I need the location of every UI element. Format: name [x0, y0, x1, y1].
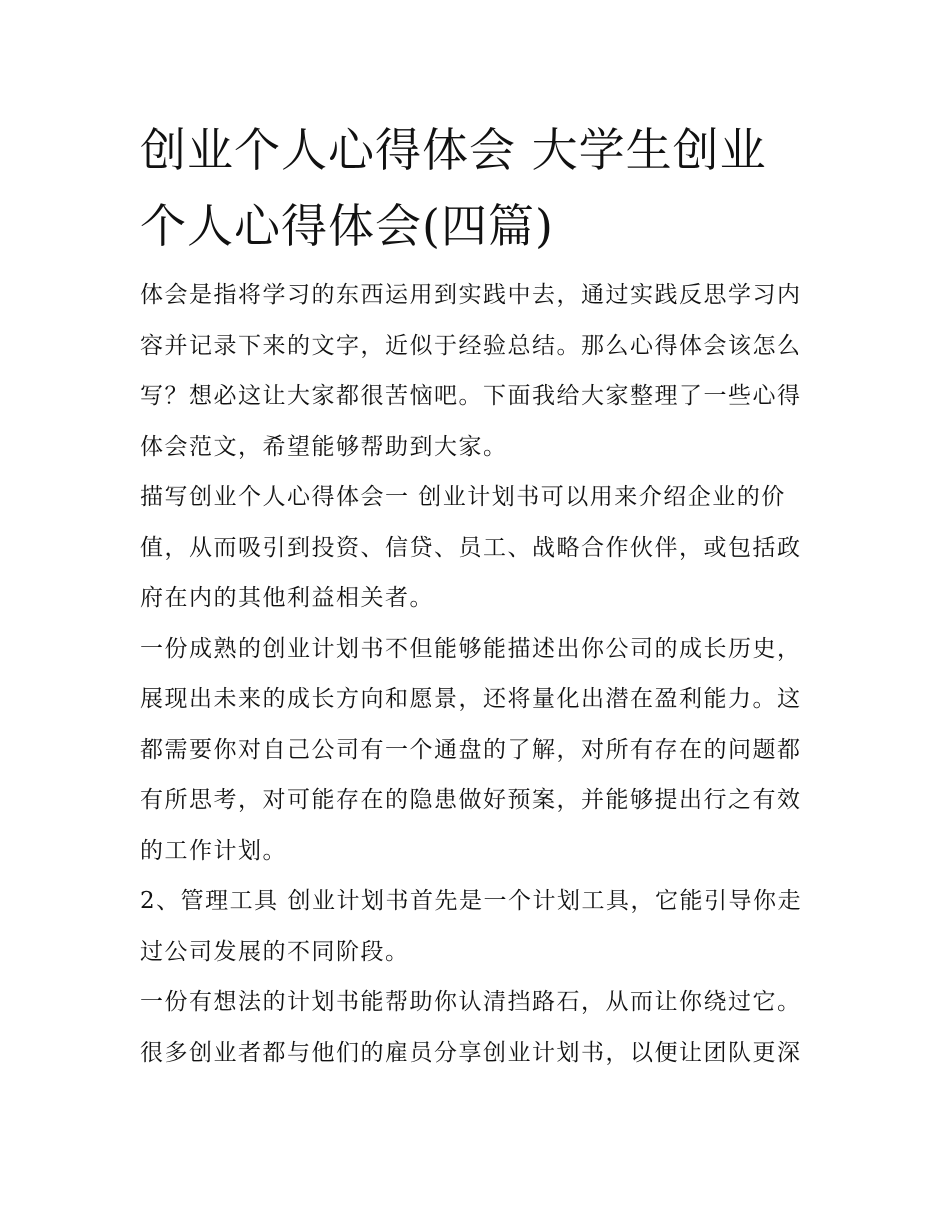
- paragraph-3: 2、管理工具 创业计划书首先是一个计划工具，它能引导你走过公司发展的不同阶段。: [140, 888, 802, 965]
- paragraph-2: 一份成熟的创业计划书不但能够能描述出你公司的成长历史，展现出未来的成长方向和愿景，还将量化出潜在盈利能力。这都需要你对自己公司有一个通盘的了解，对所有存在的问题都有所思考，对可能存在的隐患做好预案，并能够提出行之有效的工作计划。: [140, 635, 802, 864]
- title-line-1: 创业个人心得体会 大学生创业: [140, 123, 767, 177]
- document-title: [140, 112, 812, 264]
- paragraph-1: 描写创业个人心得体会一 创业计划书可以用来介绍企业的价值，从而吸引到投资、信贷、员工、战略合作伙伴，或包括政府在内的其他利益相关者。: [140, 484, 802, 611]
- document-body: [140, 112, 812, 1078]
- paragraph-4: 一份有想法的计划书能帮助你认清挡路石，从而让你绕过它。很多创业者都与他们的雇员分享创业计划书，以便让团队更深: [140, 989, 802, 1066]
- paragraph-intro: 体会是指将学习的东西运用到实践中去，通过实践反思学习内容并记录下来的文字，近似于经验总结。那么心得体会该怎么写？想必这让大家都很苦恼吧。下面我给大家整理了一些心得体会范文，希望能够帮助到大家。: [140, 282, 802, 460]
- title-line-2: 个人心得体会(四篇): [140, 199, 554, 253]
